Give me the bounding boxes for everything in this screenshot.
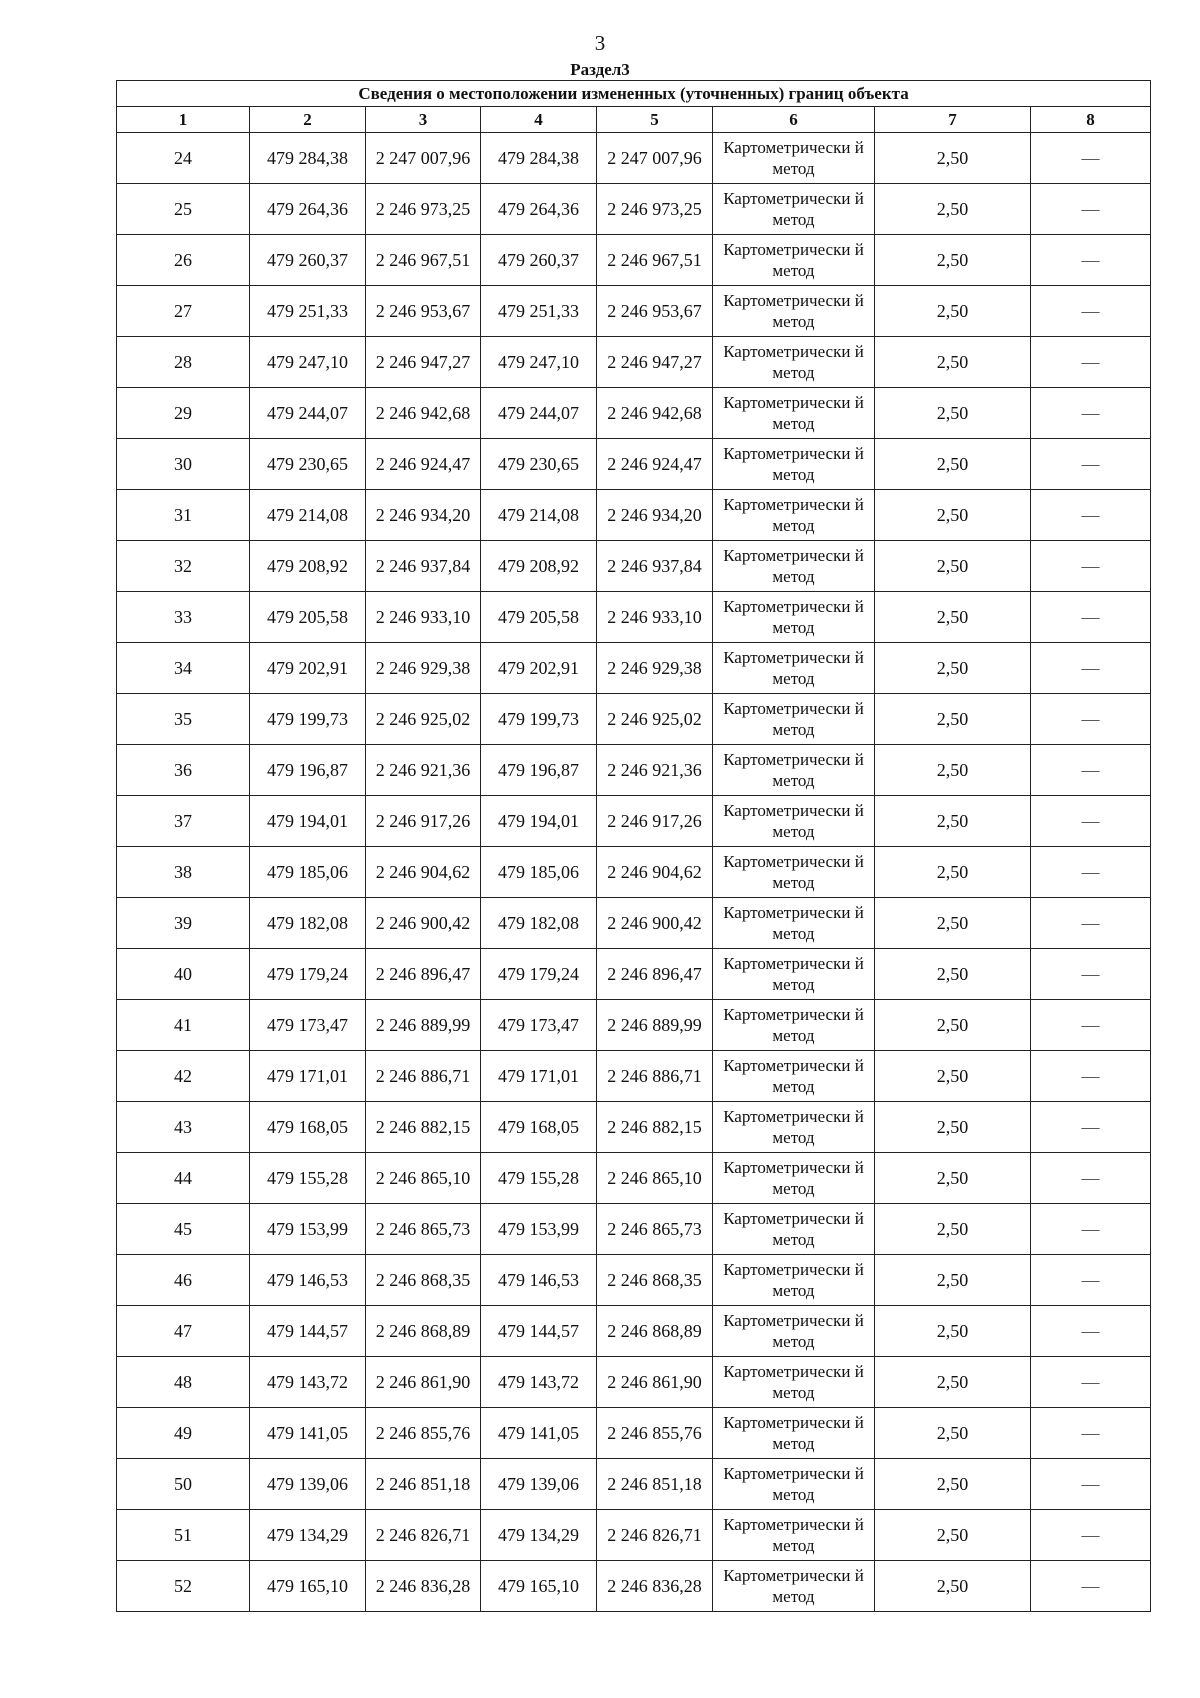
cell-precision: 2,50 [875, 1561, 1031, 1612]
cell-method: Картометрически й метод [713, 1357, 875, 1408]
cell-y-old: 2 246 925,02 [366, 694, 481, 745]
table-row [117, 1510, 1151, 1561]
cell-x-new: 479 185,06 [481, 847, 597, 898]
cell-x-old: 479 153,99 [250, 1204, 366, 1255]
cell-method: Картометрически й метод [713, 388, 875, 439]
cell-y-old: 2 246 937,84 [366, 541, 481, 592]
cell-point-number: 47 [117, 1306, 250, 1357]
cell-method: Картометрически й метод [713, 1255, 875, 1306]
table-row [117, 388, 1151, 439]
cell-y-old: 2 246 973,25 [366, 184, 481, 235]
cell-point-number: 49 [117, 1408, 250, 1459]
cell-method: Картометрически й метод [713, 133, 875, 184]
table-row [117, 286, 1151, 337]
cell-y-old: 2 246 855,76 [366, 1408, 481, 1459]
cell-y-old: 2 246 929,38 [366, 643, 481, 694]
cell-y-new: 2 246 917,26 [597, 796, 713, 847]
cell-y-old: 2 246 934,20 [366, 490, 481, 541]
cell-precision: 2,50 [875, 1357, 1031, 1408]
table-row [117, 949, 1151, 1000]
cell-point-number: 51 [117, 1510, 250, 1561]
cell-precision: 2,50 [875, 796, 1031, 847]
cell-x-new: 479 134,29 [481, 1510, 597, 1561]
cell-precision: 2,50 [875, 490, 1031, 541]
cell-x-new: 479 155,28 [481, 1153, 597, 1204]
cell-y-old: 2 246 921,36 [366, 745, 481, 796]
table-row [117, 745, 1151, 796]
cell-description: — [1031, 1510, 1151, 1561]
cell-y-old: 2 246 904,62 [366, 847, 481, 898]
cell-x-old: 479 182,08 [250, 898, 366, 949]
column-header-7: 7 [875, 107, 1031, 133]
cell-point-number: 31 [117, 490, 250, 541]
table-row [117, 1102, 1151, 1153]
cell-method: Картометрически й метод [713, 184, 875, 235]
cell-x-new: 479 202,91 [481, 643, 597, 694]
cell-method: Картометрически й метод [713, 1051, 875, 1102]
cell-description: — [1031, 337, 1151, 388]
cell-point-number: 41 [117, 1000, 250, 1051]
cell-point-number: 29 [117, 388, 250, 439]
cell-method: Картометрически й метод [713, 490, 875, 541]
cell-precision: 2,50 [875, 949, 1031, 1000]
cell-y-new: 2 246 933,10 [597, 592, 713, 643]
cell-x-old: 479 185,06 [250, 847, 366, 898]
cell-y-new: 2 246 855,76 [597, 1408, 713, 1459]
cell-y-new: 2 246 868,89 [597, 1306, 713, 1357]
cell-x-new: 479 143,72 [481, 1357, 597, 1408]
cell-x-new: 479 251,33 [481, 286, 597, 337]
cell-description: — [1031, 541, 1151, 592]
cell-x-old: 479 205,58 [250, 592, 366, 643]
cell-x-old: 479 134,29 [250, 1510, 366, 1561]
cell-y-old: 2 246 865,10 [366, 1153, 481, 1204]
column-header-3: 3 [366, 107, 481, 133]
cell-description: — [1031, 1408, 1151, 1459]
cell-point-number: 39 [117, 898, 250, 949]
cell-y-new: 2 246 896,47 [597, 949, 713, 1000]
cell-precision: 2,50 [875, 388, 1031, 439]
cell-y-old: 2 246 868,89 [366, 1306, 481, 1357]
cell-x-old: 479 165,10 [250, 1561, 366, 1612]
cell-y-new: 2 246 924,47 [597, 439, 713, 490]
table-row [117, 1306, 1151, 1357]
cell-y-old: 2 246 826,71 [366, 1510, 481, 1561]
cell-y-old: 2 246 851,18 [366, 1459, 481, 1510]
cell-x-old: 479 179,24 [250, 949, 366, 1000]
cell-x-old: 479 244,07 [250, 388, 366, 439]
cell-description: — [1031, 235, 1151, 286]
cell-method: Картометрически й метод [713, 541, 875, 592]
table-row [117, 1153, 1151, 1204]
cell-y-new: 2 246 826,71 [597, 1510, 713, 1561]
cell-y-old: 2 246 924,47 [366, 439, 481, 490]
cell-y-old: 2 246 886,71 [366, 1051, 481, 1102]
cell-x-new: 479 146,53 [481, 1255, 597, 1306]
cell-method: Картометрически й метод [713, 796, 875, 847]
cell-description: — [1031, 1255, 1151, 1306]
cell-y-new: 2 247 007,96 [597, 133, 713, 184]
cell-description: — [1031, 439, 1151, 490]
cell-point-number: 52 [117, 1561, 250, 1612]
cell-description: — [1031, 133, 1151, 184]
cell-description: — [1031, 694, 1151, 745]
cell-y-new: 2 246 886,71 [597, 1051, 713, 1102]
cell-method: Картометрически й метод [713, 643, 875, 694]
cell-y-new: 2 246 861,90 [597, 1357, 713, 1408]
cell-method: Картометрически й метод [713, 745, 875, 796]
cell-x-old: 479 208,92 [250, 541, 366, 592]
table-title-row [117, 81, 1151, 107]
cell-method: Картометрически й метод [713, 235, 875, 286]
cell-x-new: 479 168,05 [481, 1102, 597, 1153]
column-header-6: 6 [713, 107, 875, 133]
cell-method: Картометрически й метод [713, 694, 875, 745]
cell-x-new: 479 247,10 [481, 337, 597, 388]
cell-x-new: 479 139,06 [481, 1459, 597, 1510]
table-row [117, 694, 1151, 745]
cell-description: — [1031, 643, 1151, 694]
cell-y-new: 2 246 865,73 [597, 1204, 713, 1255]
cell-y-new: 2 246 953,67 [597, 286, 713, 337]
cell-method: Картометрически й метод [713, 1459, 875, 1510]
cell-x-new: 479 244,07 [481, 388, 597, 439]
cell-point-number: 50 [117, 1459, 250, 1510]
table-row [117, 643, 1151, 694]
table-title: Сведения о местоположении измененных (уточненных) границ объекта [117, 81, 1151, 107]
cell-y-old: 2 246 868,35 [366, 1255, 481, 1306]
cell-x-new: 479 182,08 [481, 898, 597, 949]
table-row [117, 1255, 1151, 1306]
cell-precision: 2,50 [875, 337, 1031, 388]
cell-x-new: 479 141,05 [481, 1408, 597, 1459]
cell-precision: 2,50 [875, 541, 1031, 592]
cell-description: — [1031, 490, 1151, 541]
cell-description: — [1031, 1051, 1151, 1102]
cell-y-old: 2 246 836,28 [366, 1561, 481, 1612]
cell-description: — [1031, 592, 1151, 643]
cell-x-old: 479 155,28 [250, 1153, 366, 1204]
cell-description: — [1031, 388, 1151, 439]
cell-y-new: 2 246 947,27 [597, 337, 713, 388]
cell-x-old: 479 141,05 [250, 1408, 366, 1459]
table-row [117, 898, 1151, 949]
cell-precision: 2,50 [875, 898, 1031, 949]
cell-point-number: 33 [117, 592, 250, 643]
table-row [117, 490, 1151, 541]
column-header-8: 8 [1031, 107, 1151, 133]
cell-precision: 2,50 [875, 439, 1031, 490]
cell-point-number: 38 [117, 847, 250, 898]
cell-method: Картометрически й метод [713, 1000, 875, 1051]
cell-y-old: 2 247 007,96 [366, 133, 481, 184]
table-row [117, 1204, 1151, 1255]
cell-precision: 2,50 [875, 1153, 1031, 1204]
table-row [117, 592, 1151, 643]
cell-method: Картометрически й метод [713, 1204, 875, 1255]
cell-x-new: 479 153,99 [481, 1204, 597, 1255]
cell-x-old: 479 199,73 [250, 694, 366, 745]
cell-description: — [1031, 1357, 1151, 1408]
cell-x-old: 479 194,01 [250, 796, 366, 847]
column-header-1: 1 [117, 107, 250, 133]
cell-y-old: 2 246 917,26 [366, 796, 481, 847]
table-row [117, 1357, 1151, 1408]
cell-point-number: 36 [117, 745, 250, 796]
cell-point-number: 28 [117, 337, 250, 388]
cell-x-new: 479 199,73 [481, 694, 597, 745]
cell-y-old: 2 246 933,10 [366, 592, 481, 643]
cell-y-new: 2 246 934,20 [597, 490, 713, 541]
cell-y-old: 2 246 967,51 [366, 235, 481, 286]
cell-y-new: 2 246 967,51 [597, 235, 713, 286]
cell-x-new: 479 205,58 [481, 592, 597, 643]
cell-method: Картометрически й метод [713, 1306, 875, 1357]
cell-description: — [1031, 1306, 1151, 1357]
column-header-5: 5 [597, 107, 713, 133]
cell-x-new: 479 144,57 [481, 1306, 597, 1357]
cell-description: — [1031, 184, 1151, 235]
section-title: Раздел3 [570, 60, 630, 79]
column-header-4: 4 [481, 107, 597, 133]
cell-point-number: 42 [117, 1051, 250, 1102]
table-body [117, 133, 1151, 1612]
cell-y-old: 2 246 889,99 [366, 1000, 481, 1051]
cell-point-number: 30 [117, 439, 250, 490]
cell-point-number: 44 [117, 1153, 250, 1204]
cell-y-new: 2 246 836,28 [597, 1561, 713, 1612]
cell-x-new: 479 194,01 [481, 796, 597, 847]
cell-x-new: 479 196,87 [481, 745, 597, 796]
cell-x-old: 479 214,08 [250, 490, 366, 541]
cell-precision: 2,50 [875, 847, 1031, 898]
coordinates-table [116, 80, 1151, 1612]
cell-method: Картометрически й метод [713, 1510, 875, 1561]
cell-description: — [1031, 1153, 1151, 1204]
cell-x-new: 479 260,37 [481, 235, 597, 286]
cell-y-new: 2 246 942,68 [597, 388, 713, 439]
cell-method: Картометрически й метод [713, 1153, 875, 1204]
cell-x-old: 479 139,06 [250, 1459, 366, 1510]
cell-precision: 2,50 [875, 1510, 1031, 1561]
table-row [117, 541, 1151, 592]
cell-precision: 2,50 [875, 745, 1031, 796]
cell-description: — [1031, 898, 1151, 949]
cell-y-new: 2 246 851,18 [597, 1459, 713, 1510]
table-row [117, 1459, 1151, 1510]
cell-point-number: 35 [117, 694, 250, 745]
cell-y-new: 2 246 889,99 [597, 1000, 713, 1051]
cell-y-old: 2 246 953,67 [366, 286, 481, 337]
cell-x-old: 479 196,87 [250, 745, 366, 796]
cell-x-new: 479 179,24 [481, 949, 597, 1000]
table-row [117, 796, 1151, 847]
cell-x-old: 479 251,33 [250, 286, 366, 337]
cell-y-new: 2 246 904,62 [597, 847, 713, 898]
cell-description: — [1031, 847, 1151, 898]
cell-x-old: 479 260,37 [250, 235, 366, 286]
cell-method: Картометрически й метод [713, 949, 875, 1000]
cell-method: Картометрически й метод [713, 286, 875, 337]
cell-point-number: 40 [117, 949, 250, 1000]
cell-x-old: 479 284,38 [250, 133, 366, 184]
cell-x-old: 479 143,72 [250, 1357, 366, 1408]
cell-point-number: 25 [117, 184, 250, 235]
cell-x-old: 479 173,47 [250, 1000, 366, 1051]
table-row [117, 235, 1151, 286]
cell-y-new: 2 246 865,10 [597, 1153, 713, 1204]
cell-y-old: 2 246 882,15 [366, 1102, 481, 1153]
cell-method: Картометрически й метод [713, 1408, 875, 1459]
cell-x-old: 479 144,57 [250, 1306, 366, 1357]
table-row [117, 1561, 1151, 1612]
cell-y-old: 2 246 942,68 [366, 388, 481, 439]
table-row [117, 439, 1151, 490]
cell-x-new: 479 173,47 [481, 1000, 597, 1051]
cell-x-old: 479 202,91 [250, 643, 366, 694]
cell-precision: 2,50 [875, 1306, 1031, 1357]
cell-x-old: 479 168,05 [250, 1102, 366, 1153]
cell-precision: 2,50 [875, 1051, 1031, 1102]
cell-point-number: 43 [117, 1102, 250, 1153]
column-header-row [117, 107, 1151, 133]
cell-y-old: 2 246 865,73 [366, 1204, 481, 1255]
cell-y-new: 2 246 925,02 [597, 694, 713, 745]
cell-y-new: 2 246 882,15 [597, 1102, 713, 1153]
cell-x-new: 479 264,36 [481, 184, 597, 235]
cell-precision: 2,50 [875, 184, 1031, 235]
page-number: 3 [594, 31, 606, 55]
cell-point-number: 48 [117, 1357, 250, 1408]
cell-description: — [1031, 286, 1151, 337]
cell-y-old: 2 246 947,27 [366, 337, 481, 388]
table-row [117, 847, 1151, 898]
cell-precision: 2,50 [875, 133, 1031, 184]
cell-x-old: 479 146,53 [250, 1255, 366, 1306]
cell-method: Картометрически й метод [713, 439, 875, 490]
cell-y-old: 2 246 900,42 [366, 898, 481, 949]
cell-y-new: 2 246 900,42 [597, 898, 713, 949]
cell-x-new: 479 208,92 [481, 541, 597, 592]
cell-method: Картометрически й метод [713, 1561, 875, 1612]
cell-y-new: 2 246 921,36 [597, 745, 713, 796]
cell-x-old: 479 230,65 [250, 439, 366, 490]
cell-point-number: 27 [117, 286, 250, 337]
cell-description: — [1031, 1102, 1151, 1153]
cell-point-number: 46 [117, 1255, 250, 1306]
cell-point-number: 45 [117, 1204, 250, 1255]
cell-x-old: 479 171,01 [250, 1051, 366, 1102]
cell-y-new: 2 246 929,38 [597, 643, 713, 694]
cell-point-number: 32 [117, 541, 250, 592]
cell-x-new: 479 230,65 [481, 439, 597, 490]
cell-x-new: 479 284,38 [481, 133, 597, 184]
cell-method: Картометрически й метод [713, 337, 875, 388]
cell-point-number: 24 [117, 133, 250, 184]
table-row [117, 133, 1151, 184]
cell-description: — [1031, 745, 1151, 796]
table-row [117, 1408, 1151, 1459]
cell-x-old: 479 247,10 [250, 337, 366, 388]
cell-point-number: 37 [117, 796, 250, 847]
table-row [117, 1051, 1151, 1102]
cell-description: — [1031, 1459, 1151, 1510]
cell-precision: 2,50 [875, 1459, 1031, 1510]
cell-x-new: 479 171,01 [481, 1051, 597, 1102]
cell-description: — [1031, 949, 1151, 1000]
cell-precision: 2,50 [875, 286, 1031, 337]
column-header-2: 2 [250, 107, 366, 133]
cell-y-old: 2 246 861,90 [366, 1357, 481, 1408]
cell-y-new: 2 246 868,35 [597, 1255, 713, 1306]
cell-precision: 2,50 [875, 235, 1031, 286]
cell-description: — [1031, 1561, 1151, 1612]
cell-method: Картометрически й метод [713, 898, 875, 949]
cell-description: — [1031, 796, 1151, 847]
cell-x-old: 479 264,36 [250, 184, 366, 235]
cell-precision: 2,50 [875, 1408, 1031, 1459]
cell-precision: 2,50 [875, 592, 1031, 643]
cell-point-number: 26 [117, 235, 250, 286]
table-row [117, 337, 1151, 388]
cell-x-new: 479 214,08 [481, 490, 597, 541]
cell-precision: 2,50 [875, 1102, 1031, 1153]
cell-precision: 2,50 [875, 1000, 1031, 1051]
cell-y-new: 2 246 937,84 [597, 541, 713, 592]
cell-y-old: 2 246 896,47 [366, 949, 481, 1000]
cell-method: Картометрически й метод [713, 1102, 875, 1153]
cell-precision: 2,50 [875, 694, 1031, 745]
cell-precision: 2,50 [875, 1204, 1031, 1255]
cell-method: Картометрически й метод [713, 592, 875, 643]
cell-description: — [1031, 1000, 1151, 1051]
cell-point-number: 34 [117, 643, 250, 694]
cell-method: Картометрически й метод [713, 847, 875, 898]
cell-x-new: 479 165,10 [481, 1561, 597, 1612]
cell-precision: 2,50 [875, 1255, 1031, 1306]
table-row [117, 1000, 1151, 1051]
cell-description: — [1031, 1204, 1151, 1255]
table-row [117, 184, 1151, 235]
cell-y-new: 2 246 973,25 [597, 184, 713, 235]
cell-precision: 2,50 [875, 643, 1031, 694]
